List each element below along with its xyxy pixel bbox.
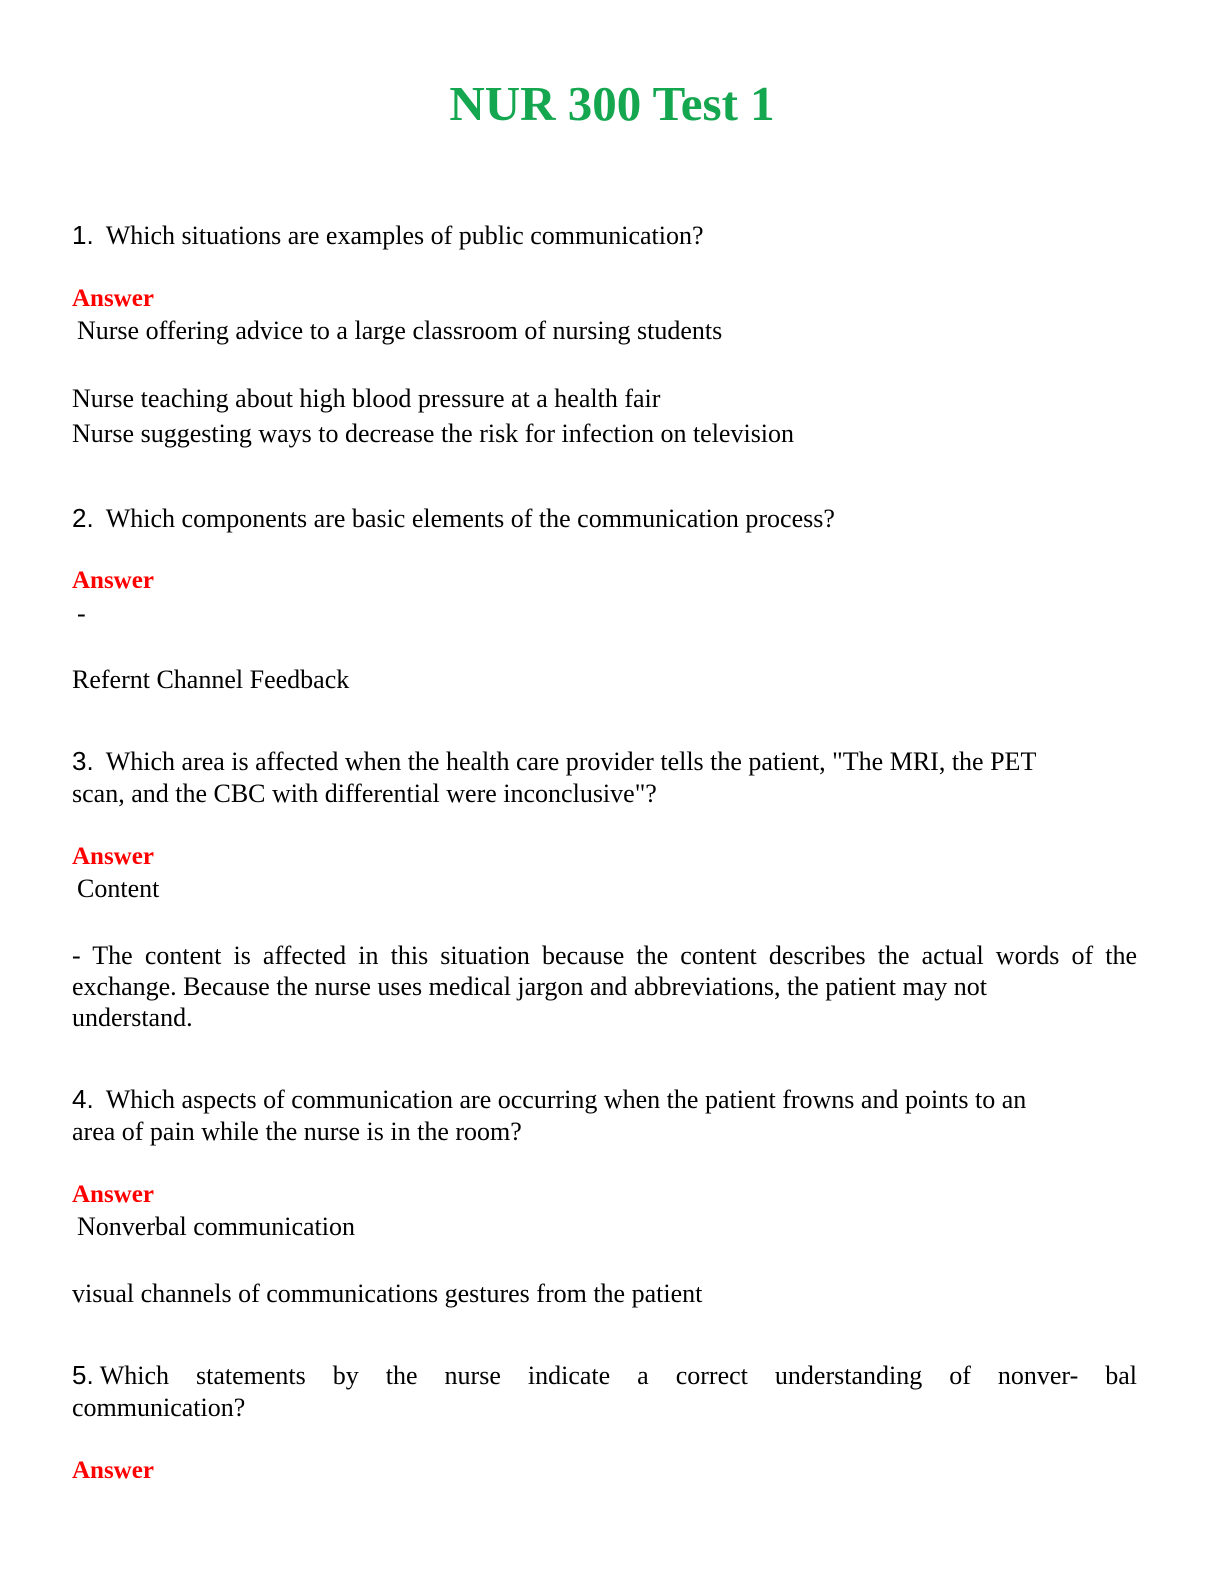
question-5-number: 5. — [72, 1360, 94, 1390]
question-3-text-line-1: Which area is affected when the health care provider tells the patient, "The MRI, the PET — [105, 747, 1037, 776]
question-3-answer-line-3: exchange. Because the nurse uses medical jargon and abbreviations, the patient may not — [72, 972, 987, 1001]
question-5-text-line-2: communication? — [72, 1393, 246, 1422]
question-4-answer-line-1: Nonverbal communication — [77, 1212, 355, 1241]
question-1-number: 1. — [72, 220, 94, 250]
question-2-answer-line-1: - — [77, 599, 86, 628]
question-1-answer-line-2: Nurse teaching about high blood pressure at a health fair — [72, 384, 661, 413]
question-4 — [72, 1084, 1026, 1115]
question-2-number: 2. — [72, 503, 94, 533]
question-4-text-line-2: area of pain while the nurse is in the room? — [72, 1117, 522, 1146]
question-1-answer-line-1: Nurse offering advice to a large classroom of nursing students — [77, 316, 723, 345]
question-1 — [72, 220, 704, 251]
question-3-answer-line-4: understand. — [72, 1003, 193, 1032]
question-2-answer-line-2: Refernt Channel Feedback — [72, 665, 350, 694]
question-3-answer-label: Answer — [72, 843, 154, 870]
question-3 — [72, 746, 1036, 777]
question-3-answer-line-2: - The content is affected in this situation because the content describes the actual words of the — [72, 941, 1137, 970]
question-1-answer-label: Answer — [72, 285, 154, 312]
document-title: NUR 300 Test 1 — [449, 76, 775, 131]
question-4-number: 4. — [72, 1084, 94, 1114]
question-1-answer-line-3: Nurse suggesting ways to decrease the risk for infection on television — [72, 419, 795, 448]
question-5 — [72, 1360, 1137, 1391]
question-3-answer-line-1: Content — [77, 874, 160, 903]
question-2-answer-label: Answer — [72, 567, 154, 594]
question-5-text-line-1: Which statements by the nurse indicate a correct understanding of nonver- bal — [99, 1361, 1137, 1390]
question-3-number: 3. — [72, 746, 94, 776]
question-5-answer-label: Answer — [72, 1457, 154, 1484]
question-2 — [72, 503, 835, 534]
question-1-text: Which situations are examples of public communication? — [105, 221, 704, 250]
question-4-answer-line-2: visual channels of communications gestures from the patient — [72, 1279, 703, 1308]
question-4-answer-label: Answer — [72, 1181, 154, 1208]
question-2-text: Which components are basic elements of the communication process? — [105, 504, 835, 533]
question-3-text-line-2: scan, and the CBC with differential were inconclusive"? — [72, 779, 657, 808]
question-4-text-line-1: Which aspects of communication are occurring when the patient frowns and points to an — [105, 1085, 1027, 1114]
